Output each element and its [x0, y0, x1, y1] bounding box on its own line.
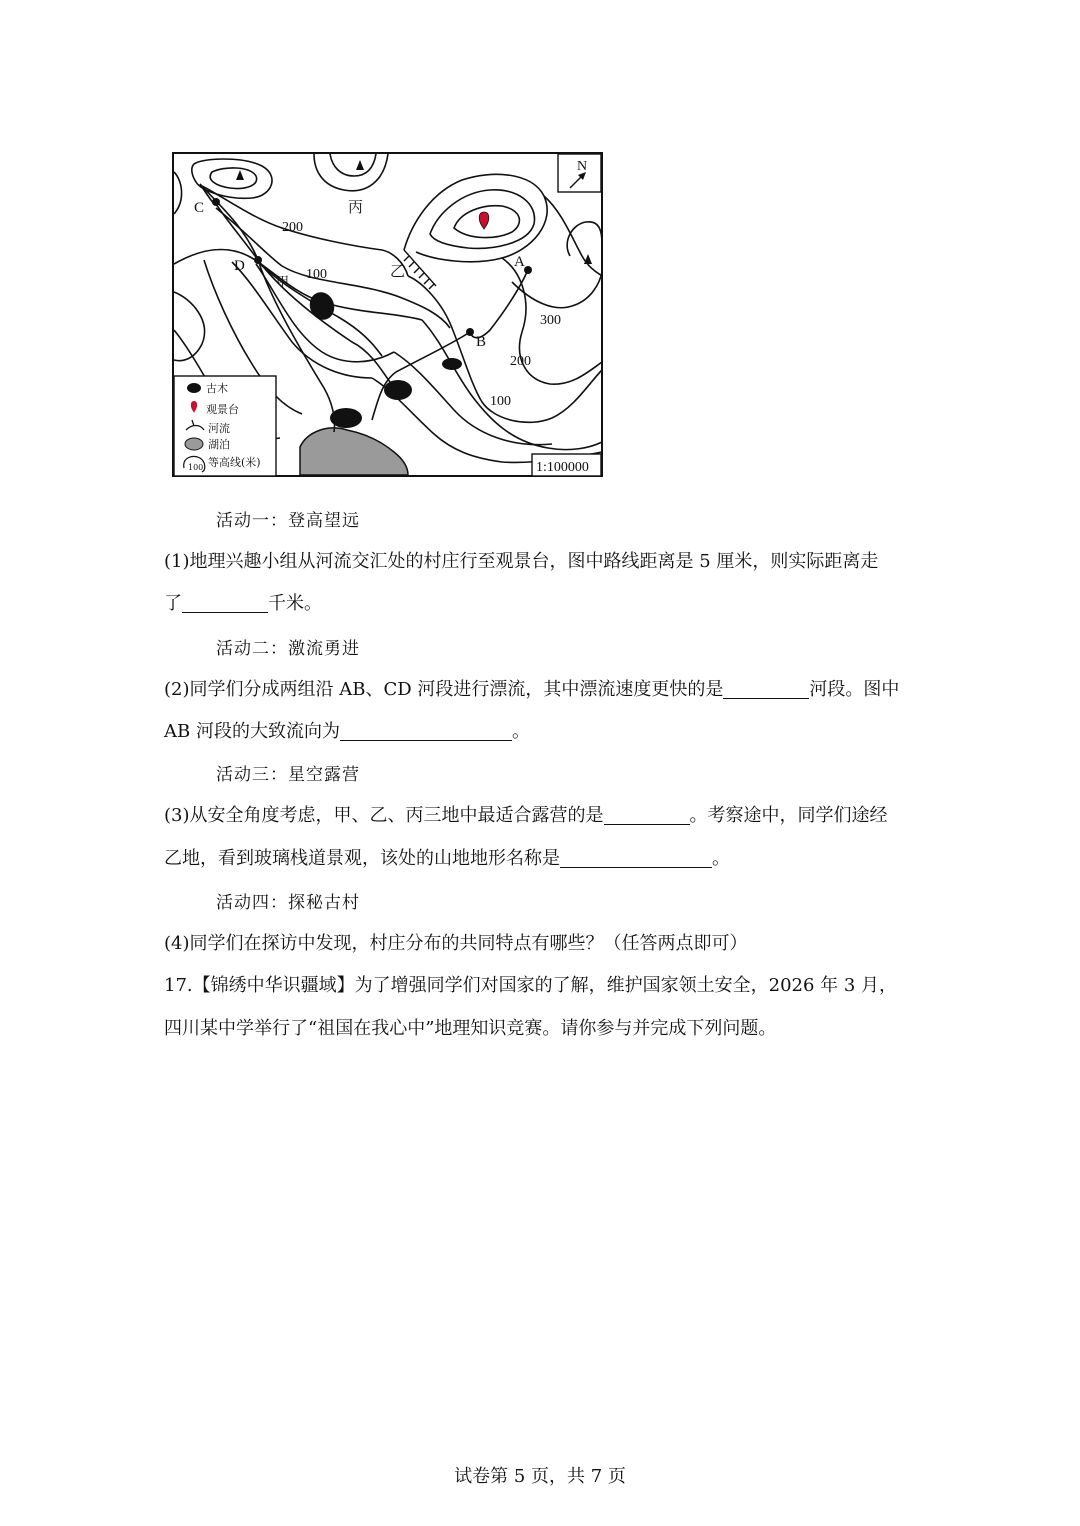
- contour-map: [172, 152, 603, 477]
- question-4-line-1: (4)同学们在探访中发现，村庄分布的共同特点有哪些？（任答两点即可）: [164, 933, 748, 954]
- question-2-part-a: (2)同学们分成两组沿 AB、CD 河段进行漂流，其中漂流速度更快的是: [164, 679, 724, 700]
- contour-label-200-top: 200: [282, 220, 303, 235]
- question-1-prefix: 了: [164, 593, 182, 614]
- question-1-suffix: 千米。: [268, 593, 322, 614]
- activity4-heading: 活动四：探秘古村: [216, 893, 360, 913]
- label-c: C: [194, 200, 205, 216]
- label-yi: 乙: [390, 264, 406, 280]
- contour-label-300-right: 300: [540, 313, 561, 328]
- question-2-part-b: 河段。图中: [809, 679, 900, 700]
- legend-contour: 等高线(米): [208, 456, 261, 469]
- question-1-line-2: [164, 590, 924, 618]
- question-3-part-c: 乙地，看到玻璃栈道景观，该处的山地地形名称是: [164, 848, 560, 869]
- question-2-line-2: [164, 718, 924, 746]
- legend-viewing-platform: 观景台: [206, 403, 239, 416]
- question-2-line-1: [164, 676, 924, 704]
- question-3-part-d: 。: [712, 848, 730, 869]
- label-b: B: [476, 334, 487, 350]
- answer-blank-2a[interactable]: [723, 678, 809, 699]
- contour-label-100-right: 100: [490, 394, 511, 409]
- legend: [174, 376, 276, 476]
- scale-box: [532, 454, 601, 476]
- legend-contour-sample: 100: [188, 463, 204, 472]
- activity3-heading: 活动三：星空露营: [216, 765, 360, 785]
- contour-label-200-right: 200: [510, 354, 531, 369]
- legend-lake: 湖泊: [208, 438, 230, 451]
- legend-lake-swatch: [185, 438, 203, 450]
- activity1-heading: 活动一：登高望远: [216, 511, 360, 531]
- question-3-line-2: [164, 845, 924, 873]
- label-d: D: [234, 258, 245, 274]
- label-bing: 丙: [348, 200, 364, 216]
- answer-blank-3a[interactable]: [604, 804, 690, 825]
- answer-blank-2b[interactable]: [340, 720, 512, 741]
- page-footer: 试卷第 5 页，共 7 页: [454, 1466, 626, 1487]
- question-3-part-a: (3)从安全角度考虑，甲、乙、丙三地中最适合露营的是: [164, 805, 604, 826]
- legend-ancient-tree: 古木: [206, 382, 228, 395]
- legend-tree-swatch: [187, 383, 201, 393]
- question-3-part-b: 。考察途中，同学们途经: [689, 805, 888, 826]
- north-arrow: [558, 154, 601, 192]
- activity2-heading: 活动二：激流勇进: [216, 639, 360, 659]
- scale-text: 1:100000: [536, 460, 589, 475]
- question-3-line-1: [164, 802, 924, 830]
- legend-river: 河流: [208, 422, 230, 435]
- answer-blank-1[interactable]: [182, 592, 268, 613]
- contour-label-100-top: 100: [306, 267, 327, 282]
- question-17-line-2: 四川某中学举行了“祖国在我心中”地理知识竞赛。请你参与并完成下列问题。: [164, 1018, 777, 1039]
- question-1-line-1: (1)地理兴趣小组从河流交汇处的村庄行至观景台，图中路线距离是 5 厘米，则实际距离走: [164, 551, 879, 572]
- label-jia: 甲: [276, 274, 290, 289]
- question-2-part-c: AB 河段的大致流向为: [164, 721, 340, 742]
- answer-blank-3b[interactable]: [560, 847, 712, 868]
- question-17-line-1: 17.【锦绣中华识疆域】为了增强同学们对国家的了解，维护国家领土安全，2026 年 3 月，: [164, 975, 898, 996]
- north-label: N: [577, 159, 588, 174]
- question-2-part-d: 。: [511, 721, 530, 742]
- label-a: A: [514, 254, 525, 270]
